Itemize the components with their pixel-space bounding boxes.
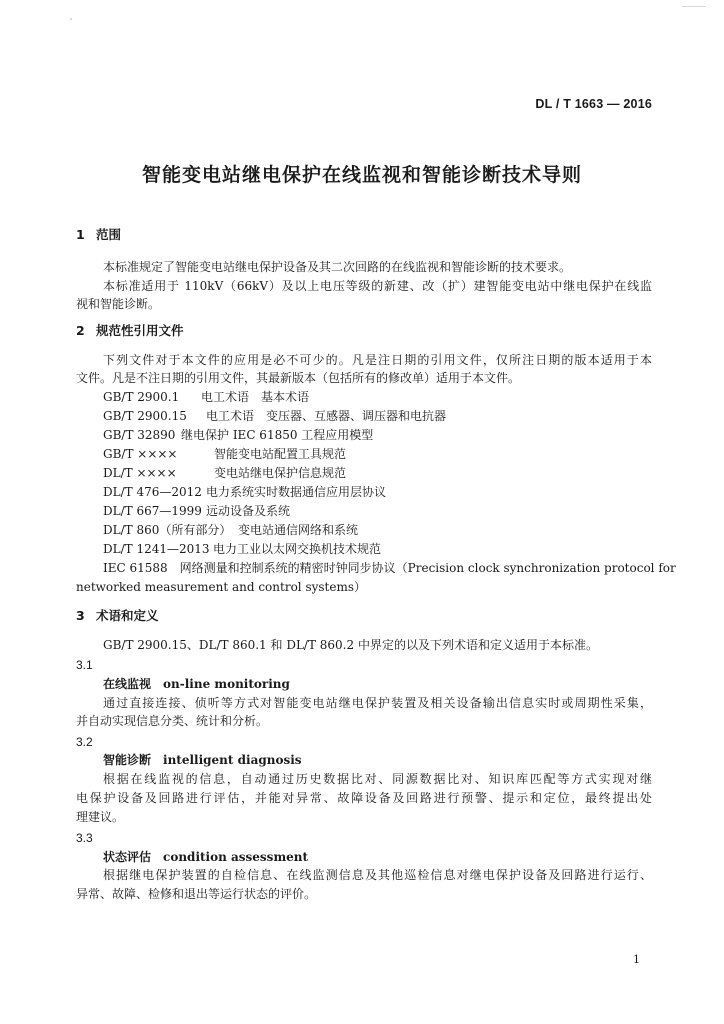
section-number: 2 [76,323,85,338]
reference-title: 远动设备及系统 [206,504,291,518]
reference-item [103,541,381,557]
reference-title: 电工术语 变压器、互感器、调压器和电抗器 [206,409,447,423]
clause-number: 3.3 [76,831,93,845]
clause-number: 3.2 [76,735,93,749]
term-zh: 状态评估 [103,850,152,864]
reference-item [103,484,386,500]
section-1-heading [76,227,121,243]
reference-code: GB/T ×××× [103,447,178,461]
document-title: 智能变电站继电保护在线监视和智能诊断技术导则 [141,164,582,186]
reference-item [103,522,358,538]
term-heading [103,752,302,768]
term-zh: 在线监视 [103,677,152,691]
term-definition-line: 通过直接连接、侦听等方式对智能变电站继电保护装置及相关设备输出信息实时或周期性采集， [103,696,652,710]
term-definition-line: 根据在线监视的信息，自动通过历史数据比对、同源数据比对、知识库匹配等方式实现对继 [103,772,652,786]
scope-paragraph-1: 本标准规定了智能变电站继电保护设备及其二次回路的在线监视和智能诊断的技术要求。 [103,260,572,274]
reference-code: GB/T 2900.15 [103,409,187,423]
reference-code: DL/T 1241—2013 [103,542,210,556]
reference-code: DL/T ×××× [103,466,177,480]
iec-reference-line-2: networked measurement and control systems） [76,580,367,594]
standard-number: DL / T 1663 — 2016 [535,97,652,111]
scan-dot [70,18,72,20]
references-intro-line-1: 下列文件对于本文件的应用是必不可少的。凡是注日期的引用文件，仅所注日期的版本适用于本 [103,353,652,367]
term-definition-line: 电保护设备及回路进行评估，并能对异常、故障设备及回路进行预警、提示和定位，最终提出处 [76,791,652,805]
reference-item [103,427,373,443]
reference-item [103,408,446,424]
page-number: 1 [633,953,640,966]
iec-reference-line-1: IEC 61588 网络测量和控制系统的精密时钟同步协议（Precision clock synchronization protocol for [103,561,676,575]
term-definition-line: 并自动实现信息分类、统计和分析。 [76,714,269,728]
reference-item [103,503,290,519]
reference-title: 变电站通信网络和系统 [238,523,359,537]
term-en: intelligent diagnosis [163,753,302,767]
term-definition-line: 理建议。 [76,810,125,824]
reference-code: GB/T 2900.1 [103,390,180,404]
reference-title: 继电保护 IEC 61850 工程应用模型 [181,428,374,442]
term-en: condition assessment [163,850,309,864]
term-zh: 智能诊断 [103,753,152,767]
section-2-heading [76,323,184,339]
term-en: on-line monitoring [163,677,290,691]
clause-number: 3.1 [76,658,93,672]
references-intro-line-2: 文件。凡是不注日期的引用文件，其最新版本（包括所有的修改单）适用于本文件。 [76,371,521,385]
reference-code: DL/T 860（所有部分） [103,523,232,537]
section-title: 规范性引用文件 [96,323,184,338]
scope-paragraph-2-line-1: 本标准适用于 110kV（66kV）及以上电压等级的新建、改（扩）建智能变电站中继电保护在线监 [103,279,652,293]
reference-title: 变电站继电保护信息规范 [214,466,347,480]
section-number: 1 [76,227,85,242]
reference-title: 智能变电站配置工具规范 [214,447,347,461]
reference-title: 电工术语 基本术语 [201,390,310,404]
terms-intro: GB/T 2900.15、DL/T 860.1 和 DL/T 860.2 中界定的以及下列术语和定义适用于本标准。 [103,638,598,652]
term-heading [103,849,308,865]
reference-item [103,389,309,405]
section-3-heading [76,608,159,624]
reference-item [103,465,346,481]
reference-code: DL/T 667—1999 [103,504,202,518]
section-title: 范围 [96,227,122,242]
section-title: 术语和定义 [96,608,159,623]
reference-code: DL/T 476—2012 [103,485,202,499]
reference-title: 电力系统实时数据通信应用层协议 [206,485,387,499]
reference-code: GB/T 32890 [103,428,176,442]
term-definition-line: 异常、故障、检修和退出等运行状态的评价。 [76,887,317,901]
scope-paragraph-2-line-2: 视和智能诊断。 [76,297,161,311]
term-heading [103,676,290,692]
section-number: 3 [76,608,85,623]
scan-mark [682,6,706,7]
reference-title: 电力工业以太网交换机技术规范 [213,542,382,556]
reference-item [103,446,346,462]
term-definition-line: 根据继电保护装置的自检信息、在线监测信息及其他巡检信息对继电保护设备及回路进行运行、 [103,868,652,882]
